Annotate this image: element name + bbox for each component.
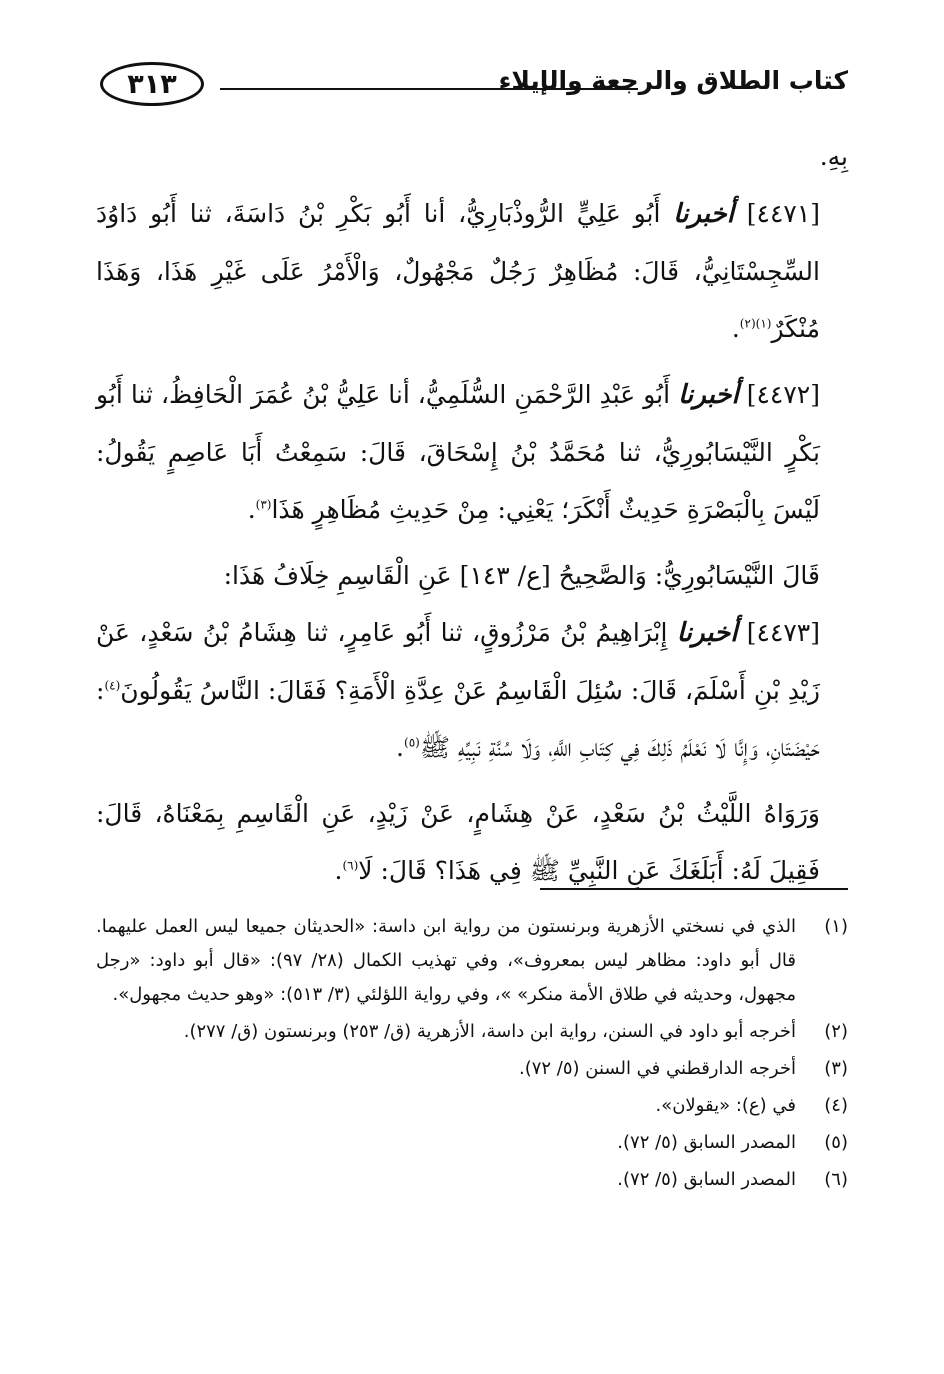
main-text xyxy=(96,128,848,899)
footnote-number: (١) xyxy=(824,916,848,937)
commentary-line: قَالَ النَّيْسَابُورِيُّ: وَالصَّحِيحُ [ع/ ١٤٣] عَنِ الْقَاسِمِ خِلَافُ هَذَا: xyxy=(223,561,820,590)
hadith-number: [٤٤٧٢] xyxy=(746,380,820,409)
hadith-text: إِبْرَاهِيمُ بْنُ مَرْزُوقٍ، ثنا أَبُو عَامِرٍ، ثنا هِشَامُ بْنُ سَعْدٍ، عَنْ زَيْدِ بْنِ أَسْلَمَ، قَالَ: سُئِلَ الْقَاسِمُ عَنْ عِدَّةِ الْأَمَةِ؟ فَقَالَ: النَّاسُ يَقُولُونَ xyxy=(96,618,820,705)
footnote-ref: (٤) xyxy=(104,678,121,693)
akhbarana-label: أخبرنا xyxy=(678,380,739,410)
hadith-4473 xyxy=(96,604,848,776)
footnote-ref: (٣) xyxy=(255,497,272,512)
footnote-separator xyxy=(540,888,848,890)
hadith-text: : حَيْضَتَانِ، وَإِنَّا لَا نَعْلَمُ ذَلِكَ فِي كِتَابِ اللَّهِ، وَلَا سُنَّةِ نَبِيِّهِ ﷺ xyxy=(96,676,820,762)
hadith-text: أَبُو عَبْدِ الرَّحْمَنِ السُّلَمِيُّ، أنا عَلِيُّ بْنُ عُمَرَ الْحَافِظُ، ثنا أَبُو بَكْرٍ النَّيْسَابُورِيُّ، ثنا مُحَمَّدُ بْنُ إِسْحَاقَ، قَالَ: سَمِعْتُ أَبَا عَاصِمٍ يَقُولُ: لَيْسَ بِالْبَصْرَةِ حَدِيثٌ أَنْكَرَ؛ يَعْنِي: مِنْ حَدِيثِ مُظَاهِرٍ هَذَا xyxy=(96,380,820,524)
narration-note xyxy=(96,785,848,899)
footnote-text: الذي في نسختي الأزهرية وبرنستون من رواية ابن داسة: «الحديثان جميعا ليس العمل عليهما. قال أبو داود: مظاهر ليس بمعروف»، وفي تهذيب الكمال (٢٨/ ٩٧): «قال أبو داود: «رجل مجهول، وحديثه في طلاق الأمة منكر» »، وفي رواية اللؤلئي (٣/ ٥١٣): «وهو حديث مجهول». xyxy=(96,916,796,1005)
continuation-line: بِهِ. xyxy=(819,142,848,171)
footnote-text: أخرجه أبو داود في السنن، رواية ابن داسة، الأزهرية (ق/ ٢٥٣) وبرنستون (ق/ ٢٧٧). xyxy=(183,1021,796,1042)
footnotes xyxy=(96,910,848,1200)
footnote-number: (٦) xyxy=(824,1169,848,1190)
footnote-number: (٣) xyxy=(824,1058,848,1079)
footnote-ref: (٥) xyxy=(404,735,420,750)
footnote-ref: (٦) xyxy=(342,858,359,873)
period: . xyxy=(334,856,343,885)
footnote xyxy=(96,1052,848,1086)
footnote-ref: (١)(٢) xyxy=(739,316,772,331)
footnote-text: في (ع): «يقولان». xyxy=(655,1095,796,1116)
footnote-text: أخرجه الدارقطني في السنن (٥/ ٧٢). xyxy=(518,1058,796,1079)
page-number: ٣١٣ xyxy=(100,62,204,106)
footnote xyxy=(96,1126,848,1160)
hadith-4471 xyxy=(96,185,848,357)
footnote xyxy=(96,910,848,1012)
hadith-text: وَرَوَاهُ اللَّيْثُ بْنُ سَعْدٍ، عَنْ هِشَامٍ، عَنْ زَيْدٍ، عَنِ الْقَاسِمِ بِمَعْنَاهُ، قَالَ: فَقِيلَ لَهُ: أَبَلَغَكَ عَنِ النَّبِيِّ ﷺ فِي هَذَا؟ قَالَ: لَا xyxy=(96,799,820,885)
page-header xyxy=(100,58,848,114)
hadith-number: [٤٤٧١] xyxy=(746,199,821,228)
footnote xyxy=(96,1015,848,1049)
footnote xyxy=(96,1163,848,1197)
footnote-number: (٤) xyxy=(824,1095,848,1116)
hadith-text: أَبُو عَلِيٍّ الرُّوذْبَارِيُّ، أنا أَبُو بَكْرِ بْنُ دَاسَةَ، ثنا أَبُو دَاوُدَ السِّجِسْتَانِيُّ، قَالَ: مُظَاهِرٌ رَجُلٌ مَجْهُولٌ، وَالْأَمْرُ عَلَى غَيْرِ هَذَا، وَهَذَا مُنْكَرٌ xyxy=(96,199,820,343)
footnote xyxy=(96,1089,848,1123)
footnote-number: (٢) xyxy=(824,1021,848,1042)
hadith-number: [٤٤٧٣] xyxy=(746,618,820,647)
hadith-4472 xyxy=(96,366,848,538)
period: . xyxy=(731,314,740,343)
period: . xyxy=(247,495,256,524)
footnote-number: (٥) xyxy=(824,1132,848,1153)
footnote-text: المصدر السابق (٥/ ٧٢). xyxy=(617,1169,796,1190)
akhbarana-label: أخبرنا xyxy=(673,199,734,229)
running-title: كتاب الطلاق والرجعة والإيلاء xyxy=(498,66,848,95)
akhbarana-label: أخبرنا xyxy=(676,618,738,648)
period: . xyxy=(396,733,404,762)
footnote-text: المصدر السابق (٥/ ٧٢). xyxy=(617,1132,796,1153)
header-rule xyxy=(220,88,638,90)
